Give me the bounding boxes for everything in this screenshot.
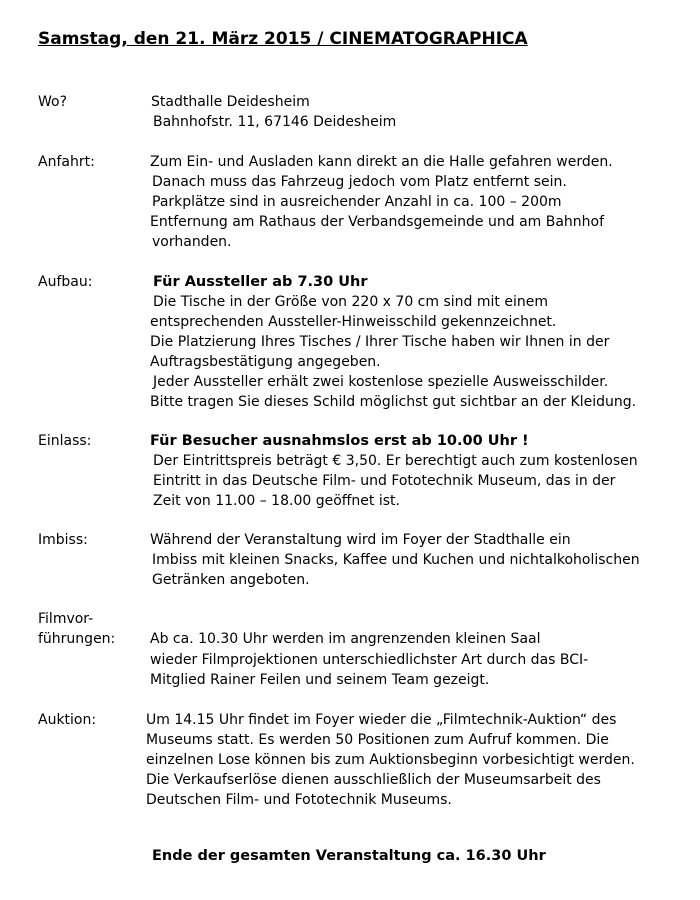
imbiss-line: Getränken angeboten. [152,572,310,588]
einlass-heading: Für Besucher ausnahmslos erst ab 10.00 Uhr ! [150,433,529,449]
anfahrt-line: Entfernung am Rathaus der Verbandsgemeinde und am Bahnhof [150,214,605,230]
aufbau-line: Die Tische in der Größe von 220 x 70 cm sind mit einem [153,294,548,310]
film-line: wieder Filmprojektionen unterschiedlichster Art durch das BCI- [150,652,589,668]
label-filmvor: Filmvor- [38,611,94,627]
auktion-line: Um 14.15 Uhr findet im Foyer wieder die „Filmtechnik-Auktion“ des [146,712,617,728]
einlass-line: Zeit von 11.00 – 18.00 geöffnet ist. [153,493,400,509]
label-einlass: Einlass: [38,433,92,449]
anfahrt-line: vorhanden. [152,234,232,250]
auktion-line: Deutschen Film- und Fototechnik Museums. [146,792,452,808]
aufbau-line: Bitte tragen Sie dieses Schild möglichst gut sichtbar an der Kleidung. [150,394,637,410]
wo-line: Stadthalle Deidesheim [151,94,310,110]
aufbau-line: entsprechenden Aussteller-Hinweisschild gekennzeichnet. [150,314,557,330]
closing-note: Ende der gesamten Veranstaltung ca. 16.30 Uhr [152,848,546,864]
aufbau-line: Auftragsbestätigung angegeben. [150,354,381,370]
aufbau-heading: Für Aussteller ab 7.30 Uhr [153,274,368,290]
film-line: Mitglied Rainer Feilen und seinem Team gezeigt. [150,672,490,688]
label-aufbau: Aufbau: [38,274,93,290]
page-title: Samstag, den 21. März 2015 / CINEMATOGRAPHICA [38,29,528,49]
wo-line: Bahnhofstr. 11, 67146 Deidesheim [153,114,397,130]
label-anfahrt: Anfahrt: [38,154,95,170]
anfahrt-line: Danach muss das Fahrzeug jedoch vom Platz entfernt sein. [152,174,567,190]
film-line: Ab ca. 10.30 Uhr werden im angrenzenden kleinen Saal [150,631,541,647]
auktion-line: einzelnen Lose können bis zum Auktionsbeginn vorbesichtigt werden. [146,752,635,768]
label-imbiss: Imbiss: [38,532,88,548]
imbiss-line: Imbiss mit kleinen Snacks, Kaffee und Kuchen und nichtalkoholischen [152,552,640,568]
label-fuehrungen: führungen: [38,631,116,647]
aufbau-line: Jeder Aussteller erhält zwei kostenlose spezielle Ausweisschilder. [153,374,609,390]
imbiss-line: Während der Veranstaltung wird im Foyer der Stadthalle ein [150,532,571,548]
label-auktion: Auktion: [38,712,97,728]
anfahrt-line: Parkplätze sind in ausreichender Anzahl in ca. 100 – 200m [152,194,562,210]
aufbau-line: Die Platzierung Ihres Tisches / Ihrer Tische haben wir Ihnen in der [150,334,610,350]
auktion-line: Museums statt. Es werden 50 Positionen zum Aufruf kommen. Die [146,732,609,748]
anfahrt-line: Zum Ein- und Ausladen kann direkt an die Halle gefahren werden. [150,154,613,170]
auktion-line: Die Verkaufserlöse dienen ausschließlich der Museumsarbeit des [146,772,601,788]
einlass-line: Eintritt in das Deutsche Film- und Fototechnik Museum, das in der [153,473,616,489]
einlass-line: Der Eintrittspreis beträgt € 3,50. Er berechtigt auch zum kostenlosen [153,453,638,469]
label-wo: Wo? [38,94,68,110]
